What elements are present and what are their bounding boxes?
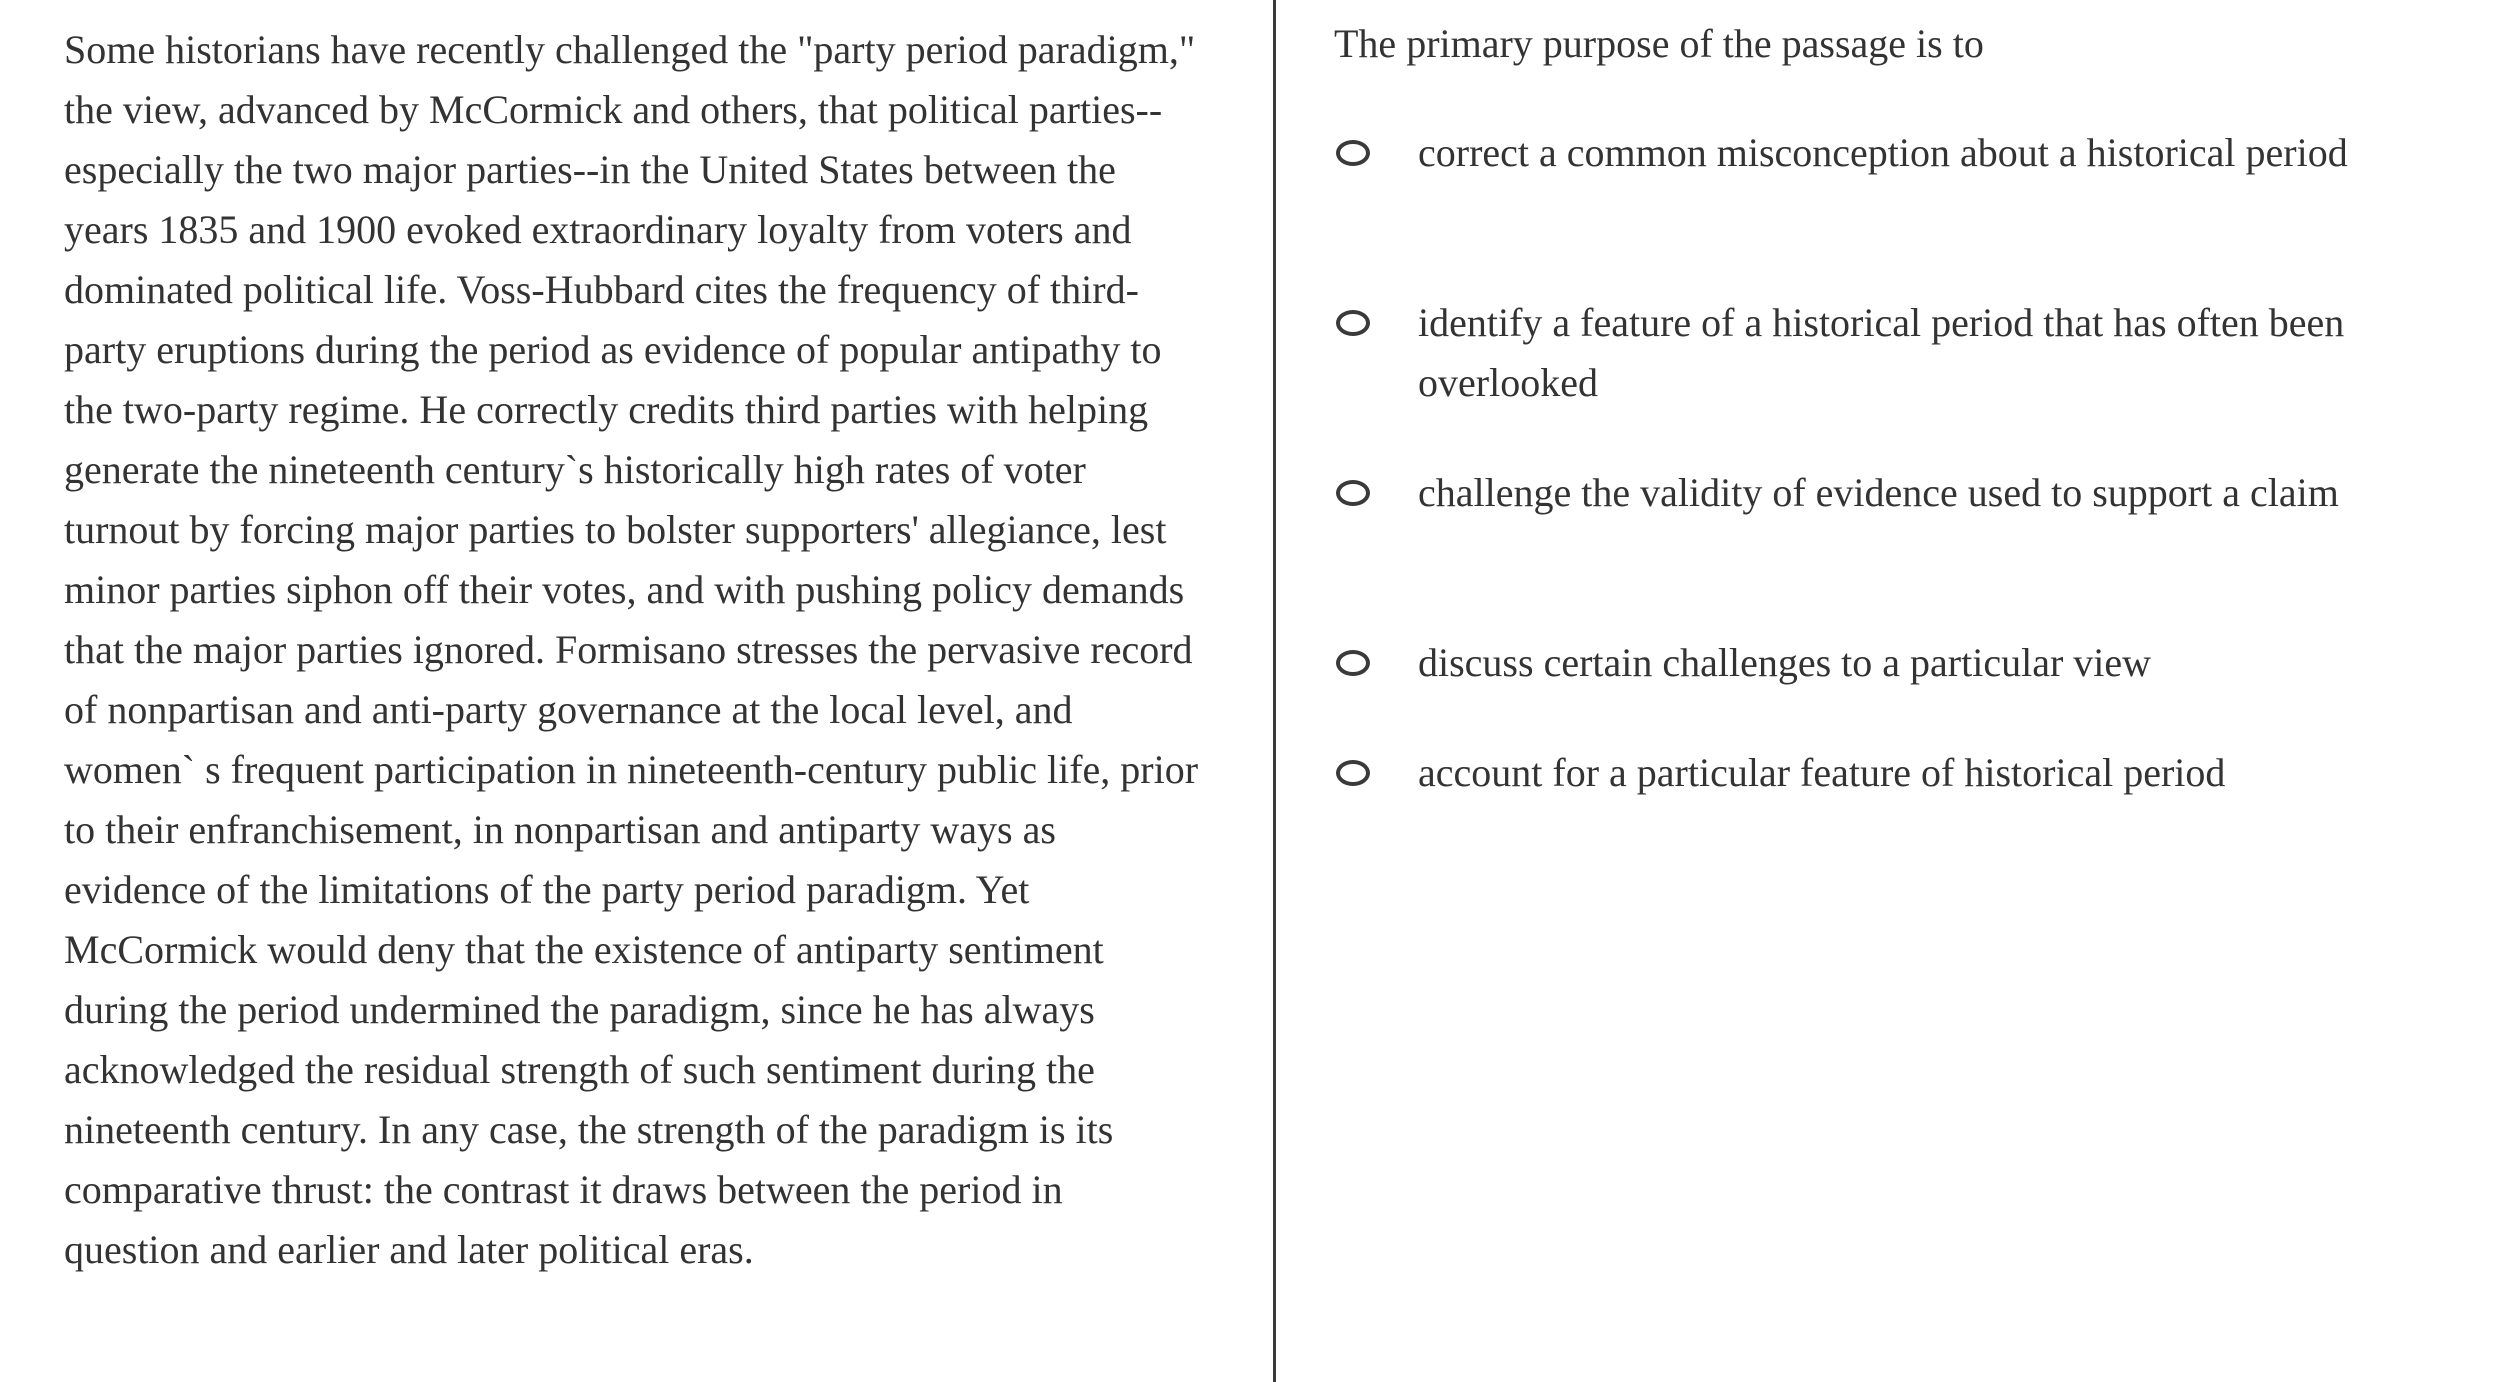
radio-button-c[interactable] xyxy=(1336,480,1370,506)
passage-text: Some historians have recently challenged the "party period paradigm," the view, advanced by McCormick and others, that political parties--especially the two major parties--in the United States between the years 1835 and 1900 evoked extraordinary loyalty from voters and dominated political life. Voss-Hubbard cites the frequency of third-party eruptions during the period as evidence of popular antipathy to the two-party regime. He correctly credits third parties with helping generate the nineteenth century`s historically high rates of voter turnout by forcing major parties to bolster supporters' allegiance, lest minor parties siphon off their votes, and with pushing policy demands that the major parties ignored. Formisano stresses the pervasive record of nonpartisan and anti-party governance at the local level, and women` s frequent participation in nineteenth-century public life, prior to their enfranchisement, in nonpartisan and antiparty ways as evidence of the limitations of the party period paradigm. Yet McCormick would deny that the existence of antiparty sentiment during the period undermined the paradigm, since he has always acknowledged the residual strength of such sentiment during the nineteenth century. In any case, the strength of the paradigm is its comparative thrust: the contrast it draws between the period in question and earlier and later political eras. xyxy=(64,27,1199,1272)
radio-button-e[interactable] xyxy=(1336,760,1370,786)
answer-choice-d-label: discuss certain challenges to a particular view xyxy=(1418,640,2152,685)
answer-choice-e-label: account for a particular feature of historical period xyxy=(1418,750,2226,795)
question-pane xyxy=(1276,0,2510,1382)
radio-button-a[interactable] xyxy=(1336,140,1370,166)
radio-button-d[interactable] xyxy=(1336,650,1370,676)
radio-button-b[interactable] xyxy=(1336,310,1370,336)
answer-choice-a-label: correct a common misconception about a historical period xyxy=(1418,130,2348,175)
question-stem: The primary purpose of the passage is to xyxy=(1334,21,1984,66)
answer-choice-c-label: challenge the validity of evidence used to support a claim xyxy=(1418,470,2339,515)
answer-choice-b-label: identify a feature of a historical period that has often been overlooked xyxy=(1418,300,2345,405)
